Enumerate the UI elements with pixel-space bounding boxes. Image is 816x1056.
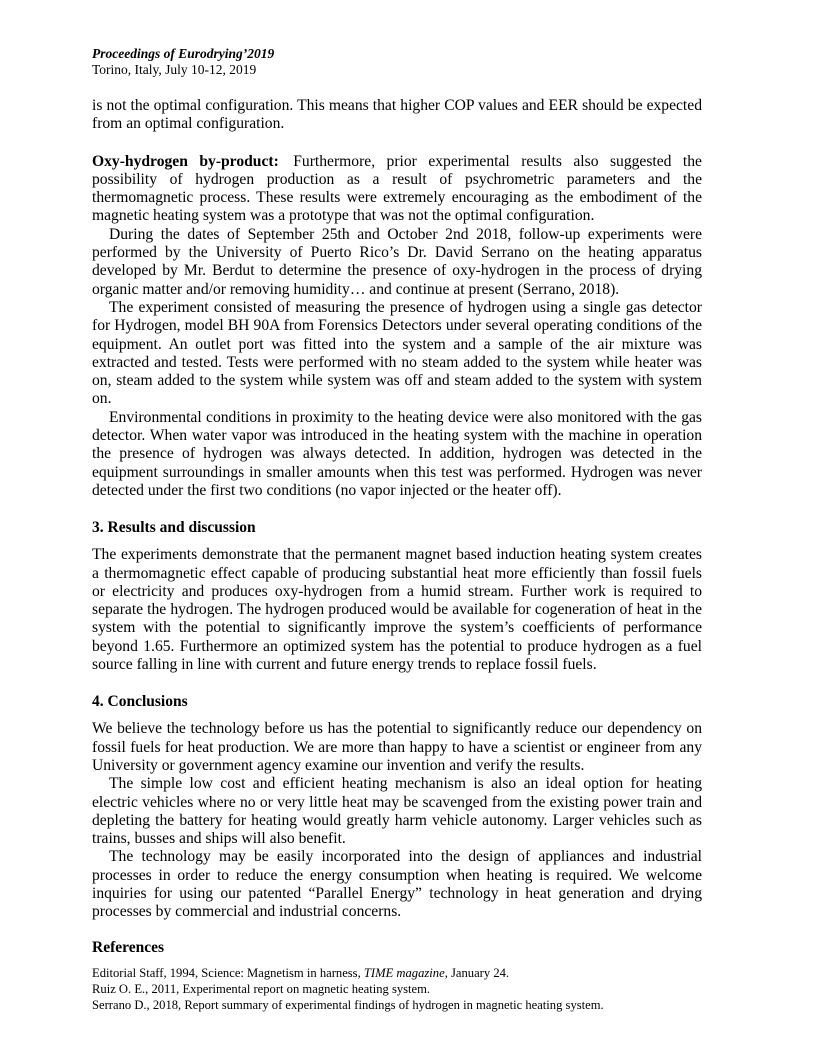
paragraph-during-dates: During the dates of September 25th and October 2nd 2018, follow-up experiments were performed by the University of Puerto Rico’s Dr. David Serrano on the heating apparatus developed by Mr. Berdut to determine the presence of oxy-hydrogen in the process of drying organic matter and/or removing humidity… and continue at present (Serrano, 2018). (92, 225, 702, 298)
paragraph-conclusions-2: The simple low cost and efficient heating mechanism is also an ideal option for heating electric vehicles where no or very little heat may be scavenged from the existing power train and depleting the battery for heating would greatly harm vehicle autonomy. Larger vehicles such as trains, busses and ships will also benefit. (92, 775, 702, 848)
section-heading-results: 3. Results and discussion (92, 519, 256, 537)
proceedings-location-date: Torino, Italy, July 10-12, 2019 (92, 61, 257, 77)
paragraph-oxy-hydrogen (92, 153, 702, 226)
paragraph-intro: is not the optimal configuration. This means that higher COP values and EER should be expected from an optimal configuration. (92, 97, 702, 133)
paragraph-environmental: Environmental conditions in proximity to the heating device were also monitored with the gas detector. When water vapor was introduced in the heating system with the machine in operation the presence of hydrogen was always detected. In addition, hydrogen was detected in the equipment surroundings in smaller amounts when this test was performed. Hydrogen was never detected under the first two conditions (no vapor injected or the heater off). (92, 408, 702, 499)
proceedings-title: Proceedings of Eurodrying’2019 (92, 46, 275, 61)
reference-journal-italic: TIME magazine (363, 965, 445, 980)
paragraph-conclusions-3: The technology may be easily incorporated into the design of appliances and industrial processes in order to reduce the energy consumption when heating is required. We welcome inquiries for using our patented “Parallel Energy” technology in heat generation and drying processes by commercial and industrial concerns. (92, 848, 702, 921)
section-heading-references: References (92, 938, 165, 956)
reference-text-post: , January 24. (444, 965, 510, 980)
paragraph-conclusions-1: We believe the technology before us has the potential to significantly reduce our dependency on fossil fuels for heat production. We are more than happy to have a scientist or engineer from any University or government agency examine our invention and verify the results. (92, 720, 702, 774)
oxy-hydrogen-label: Oxy-hydrogen by-product: (92, 152, 279, 170)
reference-item (92, 997, 702, 1013)
reference-text: Ruiz O. E., 2011, Experimental report on magnetic heating system. (92, 981, 431, 996)
oxy-hydrogen-text: Furthermore, prior experimental results also suggested the possibility of hydrogen production as a result of psychrometric parameters and the thermomagnetic process. These results were extremely encouraging as the embodiment of the magnetic heating system was a prototype that was not the optimal configuration. (92, 152, 702, 225)
page-header (92, 46, 702, 77)
reference-text: Editorial Staff, 1994, Science: Magnetism in harness, (92, 965, 364, 980)
reference-item (92, 965, 702, 981)
paragraph-results: The experiments demonstrate that the permanent magnet based induction heating system creates a thermomagnetic effect capable of producing substantial heat more efficiently than fossil fuels or electricity and produces oxy-hydrogen from a humid stream. Further work is required to separate the hydrogen. The hydrogen produced would be available for cogeneration of heat in the system with the potential to significantly improve the system’s coefficients of performance beyond 1.65. Furthermore an optimized system has the potential to produce hydrogen as a fuel source falling in line with current and future energy trends to replace fossil fuels. (92, 546, 702, 674)
reference-text: Serrano D., 2018, Report summary of experimental findings of hydrogen in magnetic heating system. (92, 998, 604, 1013)
section-heading-conclusions: 4. Conclusions (92, 693, 188, 711)
reference-item (92, 981, 702, 997)
references-list (92, 965, 702, 1014)
paragraph-experiment: The experiment consisted of measuring the presence of hydrogen using a single gas detector for Hydrogen, model BH 90A from Forensics Detectors under several operating conditions of the equipment. An outlet port was fitted into the system and a sample of the air mixture was extracted and tested. Tests were performed with no steam added to the system while heater was on, steam added to the system while system was off and steam added to the system with system on. (92, 298, 702, 408)
